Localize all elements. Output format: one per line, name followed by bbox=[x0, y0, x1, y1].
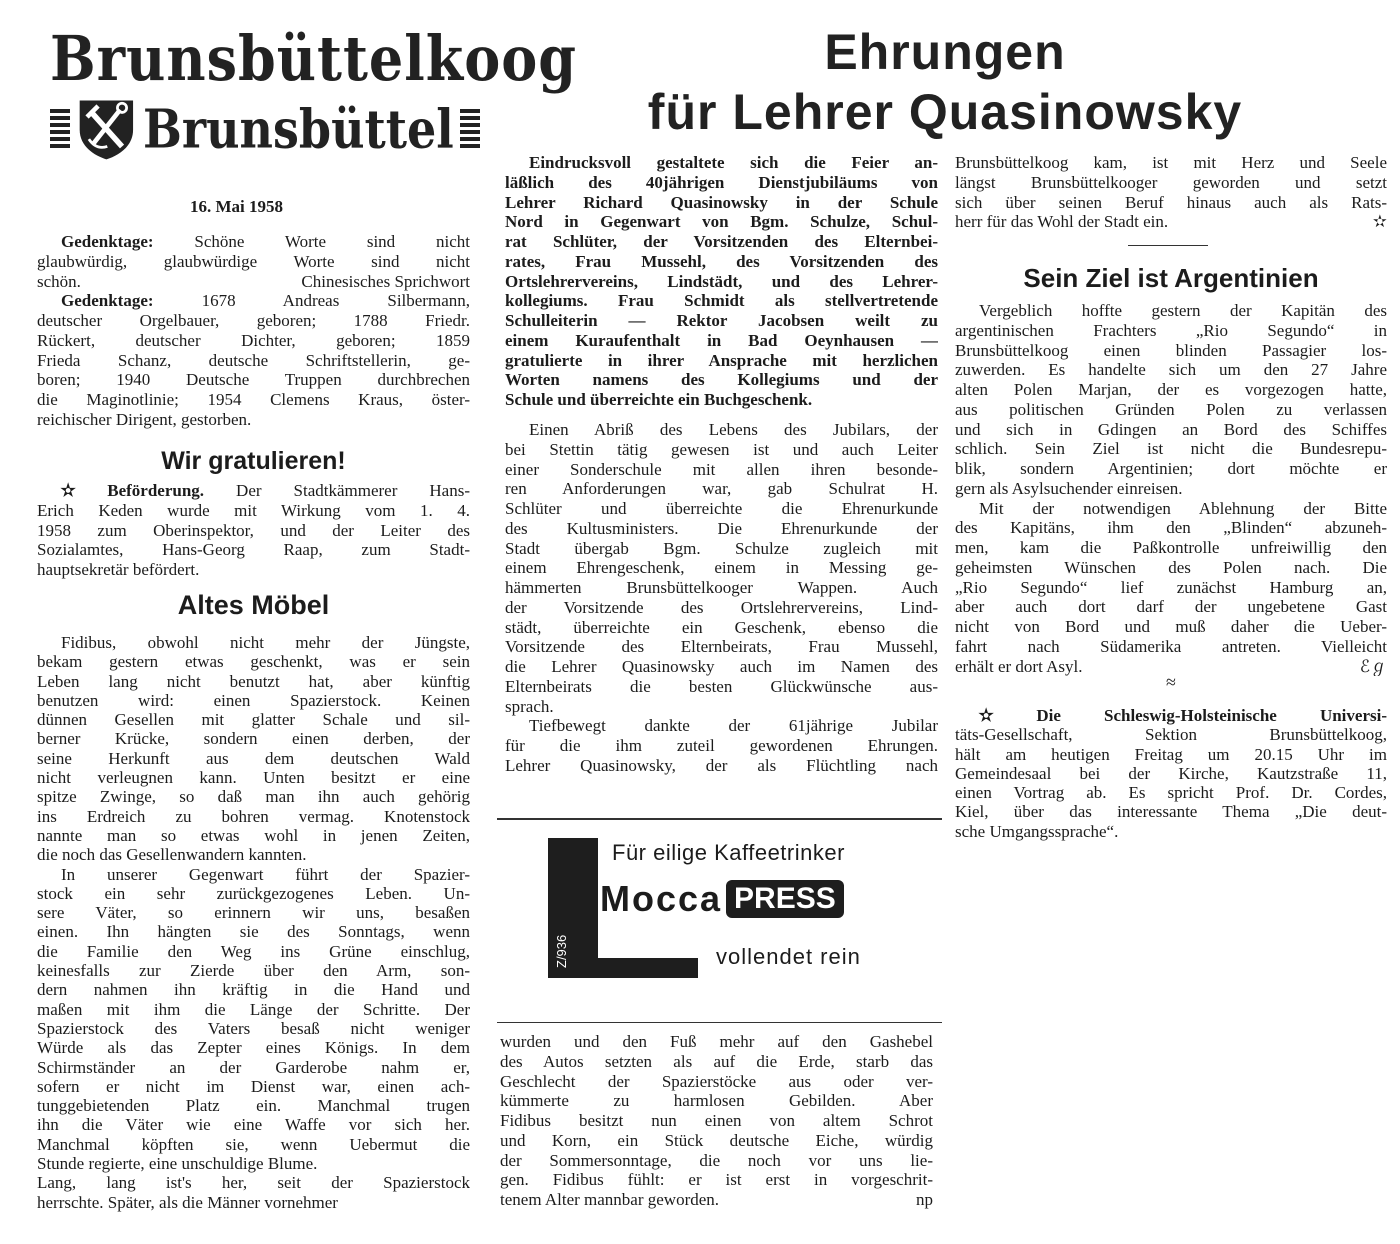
text-line: Stadt übergab Bgm. Schulze zugleich mit bbox=[505, 538, 938, 558]
text-line: dünnen Gesellen mit glatter Schale und sil- bbox=[37, 710, 470, 730]
heading-wir-gratulieren: Wir gratulieren! bbox=[161, 447, 346, 475]
text-line: längst Brunsbüttelkooger geworden und setzt bbox=[955, 172, 1387, 192]
altes-moebel-continuation bbox=[500, 1032, 933, 1210]
lead-text: Gedenktage: bbox=[61, 232, 154, 251]
text-line: sche Umgangssprache“. bbox=[955, 821, 1119, 841]
text-line: des Kultusministers. Die Ehrenurkunde der bbox=[505, 518, 938, 538]
text-line: nannte man so etwas wohl in jenen Zeiten, bbox=[37, 825, 470, 845]
ehrungen-lead bbox=[505, 153, 938, 410]
text-line: der Vorsitzende des Ortslehrervereins, Lind- bbox=[505, 597, 938, 617]
text-line bbox=[955, 706, 1387, 725]
ad-tagline-bottom: vollendet rein bbox=[716, 944, 861, 969]
text-line: einen Vortrag ab. Es spricht Prof. Dr. Cordes, bbox=[955, 783, 1387, 803]
paragraph bbox=[505, 153, 938, 410]
text-line: einem Ehrengeschenk, einem in Messing ge- bbox=[505, 558, 938, 578]
text-line: boren; 1940 Deutsche Truppen durchbrechen bbox=[37, 370, 470, 390]
headline-line2: für Lehrer Quasinowsky bbox=[647, 84, 1243, 140]
lead-text: ✫ Die Schleswig-Holsteinische Universi- bbox=[979, 706, 1387, 725]
text-line: Stunde regierte, eine unschuldige Blume. bbox=[37, 1154, 318, 1174]
text-line: keinesfalls zur Zierde über den Arm, son- bbox=[37, 961, 470, 981]
paragraph bbox=[955, 301, 1387, 499]
ad-tagline-top: Für eilige Kaffeetrinker bbox=[612, 840, 845, 865]
mocca-press-advertisement bbox=[548, 838, 888, 978]
text-line: des Kapitäns, ihm den „Blinden“ abzuneh- bbox=[955, 518, 1387, 538]
ehrungen-body bbox=[505, 420, 938, 776]
text-line: einer Sonderschule mit allen ihren besonde- bbox=[505, 459, 938, 479]
text-line: berner Krücke, sondern einen derben, der bbox=[37, 729, 470, 749]
text-line: hämmerten Brunsbüttelkooger Wappen. Auch bbox=[505, 578, 938, 597]
text-line: np tenem Alter mannbar geworden. bbox=[500, 1190, 933, 1209]
right-aligned-text: ℰℊ bbox=[1359, 656, 1387, 676]
ad-brand-mocca: Mocca bbox=[600, 878, 723, 919]
text-line: Vergeblich hoffte gestern der Kapitän des bbox=[979, 301, 1387, 320]
text-line: Gedenktage: Schöne Worte sind nicht bbox=[61, 232, 470, 251]
text-line: rat Schlüter, der Vorsitzenden des Elternbei- bbox=[505, 232, 938, 251]
text-line: Lehrer Richard Quasinowsky in der Schule bbox=[505, 192, 938, 212]
text-line: gern als Asylsuchender einreisen. bbox=[955, 478, 1183, 498]
text-line: spitze Zwinge, so daß man ihn auch gehörig bbox=[37, 787, 470, 807]
main-headline bbox=[500, 22, 1390, 142]
text-line: Einen Abriß des Lebens des Jubilars, der bbox=[529, 420, 938, 439]
text-line: fahrt nach Südamerika antreten. Vielleicht bbox=[955, 636, 1387, 656]
text-line: gen. Fidibus fühlt: er ist erst in vorgeschrit- bbox=[500, 1170, 933, 1190]
text-line: Vorsitzende des Elternbeirats, Frau Mussehl, bbox=[505, 637, 938, 657]
text-line: glaubwürdig, glaubwürdige Worte sind nicht bbox=[37, 251, 470, 271]
text-line: ren Anforderungen war, gab Schulrat H. bbox=[505, 479, 938, 499]
masthead-line2: Brunsbüttel bbox=[143, 97, 454, 161]
paragraph bbox=[955, 706, 1387, 841]
text-line: kollegiums. Frau Schmidt als stellvertretende bbox=[505, 291, 938, 311]
paragraph bbox=[37, 1173, 470, 1212]
text-line: bei Stettin tätig gewesen ist und auch Leiter bbox=[505, 439, 938, 459]
text-line: ins Erdreich zu bohren vermag. Knotenstock bbox=[37, 806, 470, 826]
text-line: benutzen wird: einen Spazierstock. Keinen bbox=[37, 690, 470, 710]
text-line: des Autos setzten als auf die Erde, starb das bbox=[500, 1051, 933, 1071]
text-line: Lang, lang ist's her, seit der Spazierstock bbox=[37, 1173, 470, 1193]
lead-text: ✫ Beförderung. bbox=[61, 481, 205, 500]
text-line: Fidibus besitzt nun einen von altem Schrot bbox=[500, 1111, 933, 1130]
text-line: blik, sondern Argentinien; dort möchte er bbox=[955, 459, 1387, 478]
text-line: läßlich des 40jährigen Dienstjubiläums von bbox=[505, 172, 938, 192]
text-line: täts-Gesellschaft, Sektion Brunsbüttelkoog, bbox=[955, 725, 1387, 745]
text-line: die Familie den Weg ins Grüne einschlug, bbox=[37, 941, 470, 961]
text-line: stock ein sehr zurückgezogenes Leben. Un- bbox=[37, 883, 470, 903]
text-line: nicht verleugnen kann. Unten besitzt er eine bbox=[37, 768, 470, 788]
text-line: hauptsekretär befördert. bbox=[37, 560, 200, 579]
text-line: Sozialamtes, Hans-Georg Raap, zum Stadt- bbox=[37, 540, 470, 560]
text-line: Brunsbüttelkoog kam, ist mit Herz und Seele bbox=[955, 153, 1387, 172]
right-aligned-text: ✫ bbox=[1372, 212, 1387, 232]
text-line: ℰℊ erhält er dort Asyl. bbox=[955, 656, 1387, 676]
text-line: bekam gestern etwas geschenkt, was er sein bbox=[37, 652, 470, 672]
text-line: Ortslehrervereins, Lindstädt, und des Lehrer- bbox=[505, 271, 938, 291]
argentinien-article bbox=[955, 301, 1387, 676]
anchor-shield-icon bbox=[76, 94, 137, 164]
ad-brand-press: PRESS bbox=[726, 880, 844, 918]
text-line: zuwerden. Es handelte sich um den 27 Jahre bbox=[955, 360, 1387, 380]
text-line: städt, überreichte ein Geschenk, ebenso die bbox=[505, 617, 938, 637]
text-line: argentinischen Frachters „Rio Segundo“ in bbox=[955, 320, 1387, 340]
masthead-line1: Brunsbüttelkoog bbox=[50, 21, 577, 95]
paragraph bbox=[37, 232, 470, 291]
text-line: aber auch dort darf der ungebetene Gast bbox=[955, 597, 1387, 617]
text-line: für die ihm zuteil gewordenen Ehrungen. bbox=[505, 736, 938, 755]
right-aligned-text: Chinesisches Sprichwort bbox=[301, 271, 470, 291]
right-aligned-text: np bbox=[916, 1190, 933, 1209]
text-line: Gedenktage: 1678 Andreas Silbermann, bbox=[61, 291, 470, 311]
text-line: ✫ Beförderung. Der Stadtkämmerer Hans- bbox=[61, 481, 470, 500]
text-line: die Maginotlinie; 1954 Clemens Kraus, öster- bbox=[37, 390, 470, 409]
text-line: Schlüter und überreichte die Ehrenurkunde bbox=[505, 499, 938, 518]
text-line: seine Herkunft aus dem deutschen Wald bbox=[37, 748, 470, 768]
gratulieren-article bbox=[37, 481, 470, 580]
text-line: kümmerte zu harmlosen Gebilden. Aber bbox=[500, 1091, 933, 1111]
text-line: Mit der notwendigen Ablehnung der Bitte bbox=[979, 498, 1387, 518]
separator-mark: ≈ bbox=[1166, 672, 1176, 692]
divider bbox=[497, 818, 942, 820]
text-line: und sich in Gdingen an Bord des Schiffes bbox=[955, 419, 1387, 439]
text-line: nicht von Bord und muß daher die Ueber- bbox=[955, 617, 1387, 636]
text-line: Schulleiterin — Rektor Jacobsen weilt zu bbox=[505, 311, 938, 330]
heading-altes-moebel: Altes Möbel bbox=[177, 590, 330, 620]
lead-text: Gedenktage: bbox=[61, 291, 154, 311]
ribbon-left bbox=[50, 109, 70, 149]
text-line: tunggebietenden Platz ein. Manchmal trugen bbox=[37, 1096, 470, 1116]
text-line: einem Kuraufenthalt in Bad Oeynhausen — bbox=[505, 330, 938, 350]
text-line: men, kam die Paßkontrolle unfreiwillig den bbox=[955, 538, 1387, 557]
text-line: Eindrucksvoll gestaltete sich die Feier an- bbox=[529, 153, 938, 172]
paragraph bbox=[505, 716, 938, 775]
text-line: wurden und den Fuß mehr auf den Gashebel bbox=[500, 1032, 933, 1051]
text-line: 1958 zum Oberinspektor, und der Leiter des bbox=[37, 520, 470, 540]
text-line: die noch das Gesellenwandern kannten. bbox=[37, 845, 307, 865]
universitaets-gesellschaft-notice bbox=[955, 706, 1387, 841]
text-line: Tiefbewegt dankte der 61jährige Jubilar bbox=[529, 716, 938, 736]
paragraph bbox=[955, 499, 1387, 677]
text-line: maßen mit ihm die Länge der Schritte. Der bbox=[37, 999, 470, 1019]
paragraph bbox=[505, 420, 938, 716]
text-line: sich über seinen Beruf hinaus auch als Rats- bbox=[955, 192, 1387, 212]
text-line: Lehrer Quasinowsky, der als Flüchtling nach bbox=[505, 755, 938, 775]
text-line: „Rio Segundo“ lief zunächst Hamburg an, bbox=[955, 577, 1387, 597]
text-line: Manchmal köpften sie, wenn Uebermut die bbox=[37, 1134, 470, 1154]
text-line: sofern er nicht im Dienst war, einen ach- bbox=[37, 1076, 470, 1096]
text-line: aus politischen Gründen Polen zu verlassen bbox=[955, 399, 1387, 419]
text-line: ✫ herr für das Wohl der Stadt ein. bbox=[955, 212, 1387, 232]
text-line: Elternbeirats die besten Glückwünsche aus- bbox=[505, 676, 938, 696]
divider bbox=[497, 1022, 942, 1023]
text-line: alten Polen Marjan, der es vorgezogen hatte, bbox=[955, 380, 1387, 399]
text-line: Frieda Schanz, deutsche Schriftstellerin, ge- bbox=[37, 350, 470, 370]
text-line: reichischer Dirigent, gestorben. bbox=[37, 409, 252, 429]
text-line: Leben lang nicht benutzt hat, aber künftig bbox=[37, 671, 470, 691]
text-line: Worten namens des Kollegiums und der bbox=[505, 370, 938, 390]
short-divider bbox=[1128, 245, 1208, 246]
headline-line1: Ehrungen bbox=[824, 24, 1066, 80]
text-line: sprach. bbox=[505, 696, 554, 716]
text-line: einen. Ihn hängten sie des Sonntags, wenn bbox=[37, 922, 470, 942]
issue-date: 16. Mai 1958 bbox=[190, 197, 284, 216]
text-line: geheimsten Wünschen des Polen nach. Die bbox=[955, 557, 1387, 577]
text-line: Kiel, über das interessante Thema „Die deut- bbox=[955, 802, 1387, 822]
text-line: ihn die Väter wie eine Waffe vor sich her. bbox=[37, 1115, 470, 1135]
text-line: der Sommersonntage, die noch vor uns lie- bbox=[500, 1150, 933, 1170]
text-line: gratulierte in ihrer Ansprache mit herzlichen bbox=[505, 350, 938, 370]
masthead-logo bbox=[50, 21, 577, 164]
text-line: Nord in Gegenwart von Bgm. Schulze, Schul- bbox=[505, 212, 938, 232]
text-line: sere Väter, so erinnern wir uns, besaßen bbox=[37, 903, 470, 923]
paragraph bbox=[955, 153, 1387, 232]
heading-argentinien: Sein Ziel ist Argentinien bbox=[1023, 263, 1319, 293]
text-line: Rückert, deutscher Dichter, geboren; 1859 bbox=[37, 330, 470, 350]
text-line: Schirmständer an der Garderobe nahm er, bbox=[37, 1057, 470, 1077]
text-line: Erich Keden wurde mit Wirkung vom 1. 4. bbox=[37, 500, 470, 520]
text-line: Spazierstock des Vaters besaß nicht weniger bbox=[37, 1018, 470, 1038]
ehrungen-continuation bbox=[955, 153, 1387, 232]
text-line: dern nahmen ihn kräftig in die Hand und bbox=[37, 980, 470, 1000]
text-line: und Korn, ein Stück deutsche Eiche, würdig bbox=[500, 1130, 933, 1150]
paragraph bbox=[37, 291, 470, 429]
text-line: Gemeindesaal bei der Kirche, Kautzstraße 11, bbox=[955, 763, 1387, 783]
text-line: die Lehrer Quasinowsky auch im Namen des bbox=[505, 657, 938, 676]
paragraph bbox=[37, 865, 470, 1174]
paragraph bbox=[37, 481, 470, 580]
altes-moebel-article bbox=[37, 633, 470, 1212]
text-line: Chinesisches Sprichwort schön. bbox=[37, 271, 470, 291]
paragraph bbox=[37, 633, 470, 865]
ad-code: Z/936 bbox=[554, 934, 569, 968]
text-line: Fidibus, obwohl nicht mehr der Jüngste, bbox=[61, 633, 470, 652]
text-line: In unserer Gegenwart führt der Spazier- bbox=[61, 864, 470, 884]
text-line: schlich. Sein Ziel ist nicht die Bundesrepu- bbox=[955, 439, 1387, 459]
gedenktage-section bbox=[37, 232, 470, 430]
paragraph bbox=[500, 1032, 933, 1210]
text-line: deutscher Orgelbauer, geboren; 1788 Friedr. bbox=[37, 311, 470, 330]
text-line: herrschte. Später, als die Männer vornehmer bbox=[37, 1192, 338, 1212]
text-line: rates, Frau Mussehl, des Vorsitzenden des bbox=[505, 251, 938, 271]
text-line: Würde als das Zepter eines Königs. In dem bbox=[37, 1038, 470, 1058]
text-line: hält am heutigen Freitag um 20.15 Uhr im bbox=[955, 744, 1387, 764]
text-line: Geschlecht der Spazierstöcke aus oder ver- bbox=[500, 1071, 933, 1091]
text-line: Brunsbüttelkoog einen blinden Passagier los- bbox=[955, 340, 1387, 360]
text-line: Schule und überreichte ein Buchgeschenk. bbox=[505, 390, 813, 409]
ribbon-right bbox=[460, 109, 480, 149]
